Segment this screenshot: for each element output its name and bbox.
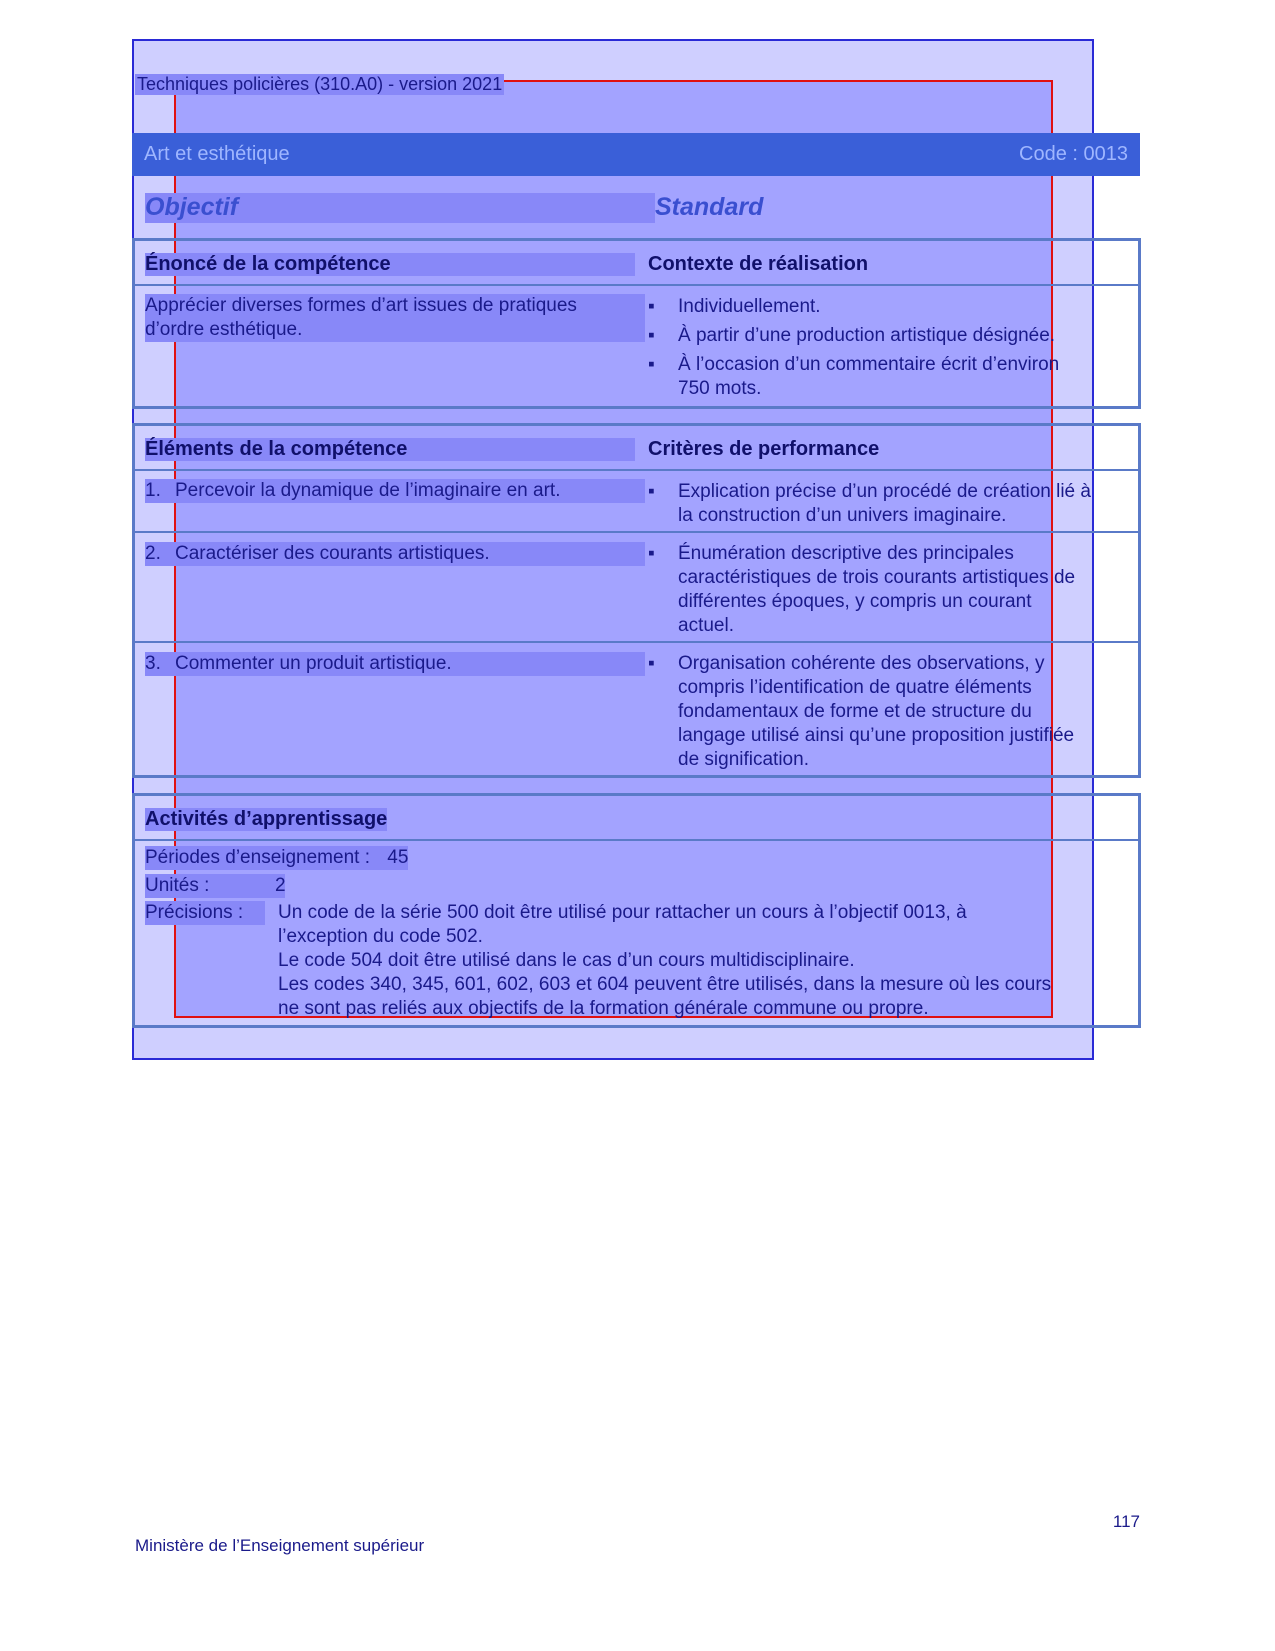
criteria-text bbox=[678, 480, 1091, 528]
unites-value: 2 bbox=[275, 875, 286, 896]
element-number: 2. bbox=[145, 543, 161, 564]
enonce-divider bbox=[135, 284, 1138, 286]
objectif-heading: Objectif bbox=[145, 193, 655, 223]
page-number: 117 bbox=[1112, 1512, 1140, 1531]
precisions-label: Précisions : bbox=[145, 901, 265, 925]
periodes-label: Périodes d’enseignement : bbox=[145, 847, 370, 868]
contexte-item-text bbox=[678, 353, 1059, 401]
criteria-line: caractéristiques de trois courants artistiques de bbox=[678, 567, 1076, 588]
row-divider bbox=[135, 641, 1138, 643]
periodes-row bbox=[145, 846, 408, 870]
contexte-item bbox=[648, 353, 1118, 401]
enonce-header: Énoncé de la compétence bbox=[145, 253, 635, 276]
criteria-line: compris l’identification de quatre éléments bbox=[678, 677, 1032, 698]
element-row-2 bbox=[145, 542, 645, 566]
unites-row bbox=[145, 874, 285, 898]
bullet-icon: ▪ bbox=[648, 543, 655, 564]
criteria-3 bbox=[648, 652, 1128, 772]
contexte-header: Contexte de réalisation bbox=[648, 253, 869, 275]
criteria-line: actuel. bbox=[678, 615, 734, 636]
criteria-line: différentes époques, y compris un courant bbox=[678, 591, 1032, 612]
standard-heading: Standard bbox=[655, 193, 764, 221]
criteria-line: Organisation cohérente des observations, y bbox=[678, 653, 1045, 674]
activites-divider bbox=[135, 839, 1138, 841]
contexte-item bbox=[648, 295, 1118, 319]
criteria-line: Explication précise d’un procédé de création lié à bbox=[678, 481, 1091, 502]
course-code: Code : 0013 bbox=[1019, 143, 1128, 165]
precisions-text bbox=[278, 901, 1128, 1021]
row-divider bbox=[135, 531, 1138, 533]
activites-box bbox=[132, 793, 1141, 1028]
element-row-1 bbox=[145, 479, 645, 503]
title-bar bbox=[132, 133, 1140, 176]
criteres-header: Critères de performance bbox=[648, 438, 880, 460]
activites-header: Activités d’apprentissage bbox=[145, 808, 388, 830]
criteria-1 bbox=[648, 480, 1128, 528]
criteria-line: de signification. bbox=[678, 749, 809, 770]
criteria-line: la construction d’un univers imaginaire. bbox=[678, 505, 1007, 526]
criteria-text bbox=[678, 652, 1074, 772]
precision-line: Un code de la série 500 doit être utilisé pour rattacher un cours à l’objectif 0013, à bbox=[278, 902, 967, 923]
precision-line: Les codes 340, 345, 601, 602, 603 et 604 peuvent être utilisés, dans la mesure où les cours bbox=[278, 974, 1052, 995]
contexte-list bbox=[648, 295, 1118, 401]
contexte-item-line: À l’occasion d’un commentaire écrit d’environ bbox=[678, 354, 1060, 375]
element-number: 1. bbox=[145, 480, 161, 501]
precision-line: Le code 504 doit être utilisé dans le cas d’un cours multidisciplinaire. bbox=[278, 950, 855, 971]
bullet-icon: ▪ bbox=[648, 481, 655, 502]
elements-header: Éléments de la compétence bbox=[145, 438, 635, 461]
bullet-icon: ▪ bbox=[648, 325, 655, 346]
elements-divider bbox=[135, 469, 1138, 471]
unites-label: Unités : bbox=[145, 875, 210, 896]
precision-line: ne sont pas reliés aux objectifs de la formation générale commune ou propre. bbox=[278, 998, 929, 1019]
element-text: Caractériser des courants artistiques. bbox=[175, 543, 490, 564]
criteria-text bbox=[678, 542, 1075, 638]
element-number: 3. bbox=[145, 653, 161, 674]
contexte-item-text: Individuellement. bbox=[678, 296, 821, 317]
bullet-icon: ▪ bbox=[648, 296, 655, 317]
criteria-line: fondamentaux de forme et de structure du bbox=[678, 701, 1032, 722]
ministry-footer: Ministère de l’Enseignement supérieur bbox=[135, 1536, 425, 1555]
criteria-2 bbox=[648, 542, 1128, 638]
enonce-text bbox=[145, 294, 645, 342]
criteria-line: langage utilisé ainsi qu’une proposition justifiée bbox=[678, 725, 1075, 746]
element-text: Percevoir la dynamique de l’imaginaire en art. bbox=[175, 480, 561, 501]
bullet-icon: ▪ bbox=[648, 354, 655, 375]
elements-box bbox=[132, 423, 1141, 778]
contexte-item bbox=[648, 324, 1118, 348]
contexte-item-text: À partir d’une production artistique désignée. bbox=[678, 325, 1056, 346]
criteria-line: Énumération descriptive des principales bbox=[678, 543, 1014, 564]
enonce-text-line: Apprécier diverses formes d’art issues de pratiques bbox=[145, 295, 577, 316]
bullet-icon: ▪ bbox=[648, 653, 655, 674]
contexte-item-line: 750 mots. bbox=[678, 378, 762, 399]
precision-line: l’exception du code 502. bbox=[278, 926, 483, 947]
course-title: Art et esthétique bbox=[144, 143, 290, 165]
program-header: Techniques policières (310.A0) - version 2021 bbox=[137, 74, 503, 94]
element-row-3 bbox=[145, 652, 645, 676]
periodes-value: 45 bbox=[387, 847, 409, 868]
enonce-text-line: d’ordre esthétique. bbox=[145, 319, 303, 340]
enonce-box bbox=[132, 238, 1141, 409]
element-text: Commenter un produit artistique. bbox=[175, 653, 452, 674]
